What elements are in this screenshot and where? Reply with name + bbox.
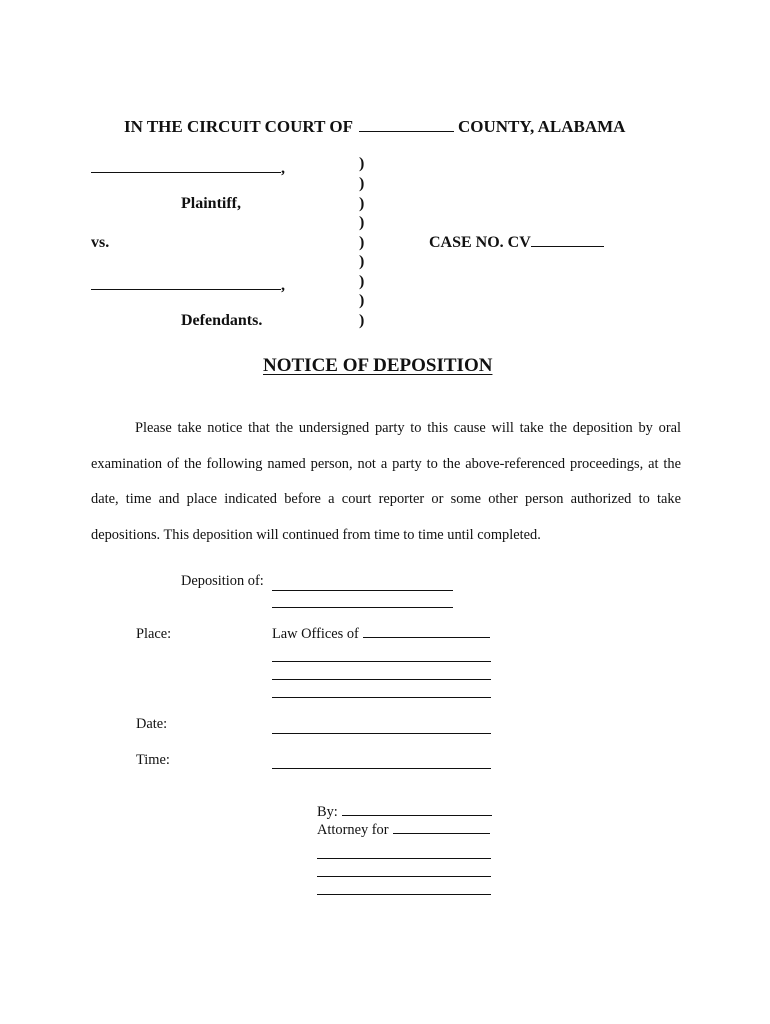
time-line — [272, 768, 491, 769]
caption-paren: ) — [359, 195, 365, 212]
signature-line-1 — [317, 858, 491, 859]
caption-paren: ) — [359, 273, 365, 290]
date-label: Date: — [136, 716, 168, 732]
county-blank-line — [359, 131, 454, 132]
plaintiff-name-line — [91, 160, 285, 178]
deposition-of-line-2 — [272, 607, 453, 608]
court-title — [124, 117, 625, 137]
signature-by — [317, 804, 492, 821]
document-title: NOTICE OF DEPOSITION — [263, 355, 493, 376]
place-line-1 — [272, 661, 491, 662]
time-label: Time: — [136, 752, 170, 768]
plaintiff-blank-line — [91, 172, 281, 173]
defendant-blank-line — [91, 289, 281, 290]
attorney-for — [317, 822, 490, 839]
place-line-2 — [272, 679, 491, 680]
deposition-of-label: Deposition of: — [181, 573, 264, 589]
by-label: By: — [317, 804, 338, 820]
case-number-blank-line — [531, 246, 604, 247]
case-number — [429, 234, 604, 252]
court-title-prefix: IN THE CIRCUIT COURT OF — [124, 117, 353, 136]
case-number-label: CASE NO. CV — [429, 234, 531, 251]
plaintiff-label: Plaintiff, — [181, 195, 241, 212]
signature-line-3 — [317, 894, 491, 895]
body-paragraph: Please take notice that the undersigned party to this cause will take the deposition by oral examination of the following named person, not a party to the above-referenced proceedings, at the date, time and place indicated before a court reporter or some other person authorized to take depositions. This deposition will continued from time to time until completed. — [91, 420, 681, 543]
vs-label: vs. — [91, 234, 110, 251]
caption-paren: ) — [359, 253, 365, 270]
place-label: Place: — [136, 626, 172, 642]
defendants-label: Defendants. — [181, 312, 263, 329]
caption-paren: ) — [359, 214, 365, 231]
deposition-of-line-1 — [272, 590, 453, 591]
attorney-for-blank-line — [393, 833, 490, 834]
defendant-comma: , — [281, 277, 285, 294]
defendant-name-line — [91, 277, 285, 295]
caption-paren: ) — [359, 155, 365, 172]
court-title-suffix: COUNTY, ALABAMA — [457, 117, 626, 136]
caption-paren: ) — [359, 234, 365, 251]
place-line-3 — [272, 697, 491, 698]
caption-paren: ) — [359, 175, 365, 192]
by-blank-line — [342, 815, 492, 816]
caption-paren: ) — [359, 292, 365, 309]
caption-paren: ) — [359, 312, 365, 329]
plaintiff-comma: , — [281, 160, 285, 177]
place-value — [272, 626, 490, 643]
law-offices-label: Law Offices of — [272, 626, 359, 642]
attorney-for-label: Attorney for — [317, 822, 389, 838]
date-line — [272, 733, 491, 734]
law-offices-blank-line — [363, 637, 490, 638]
signature-line-2 — [317, 876, 491, 877]
